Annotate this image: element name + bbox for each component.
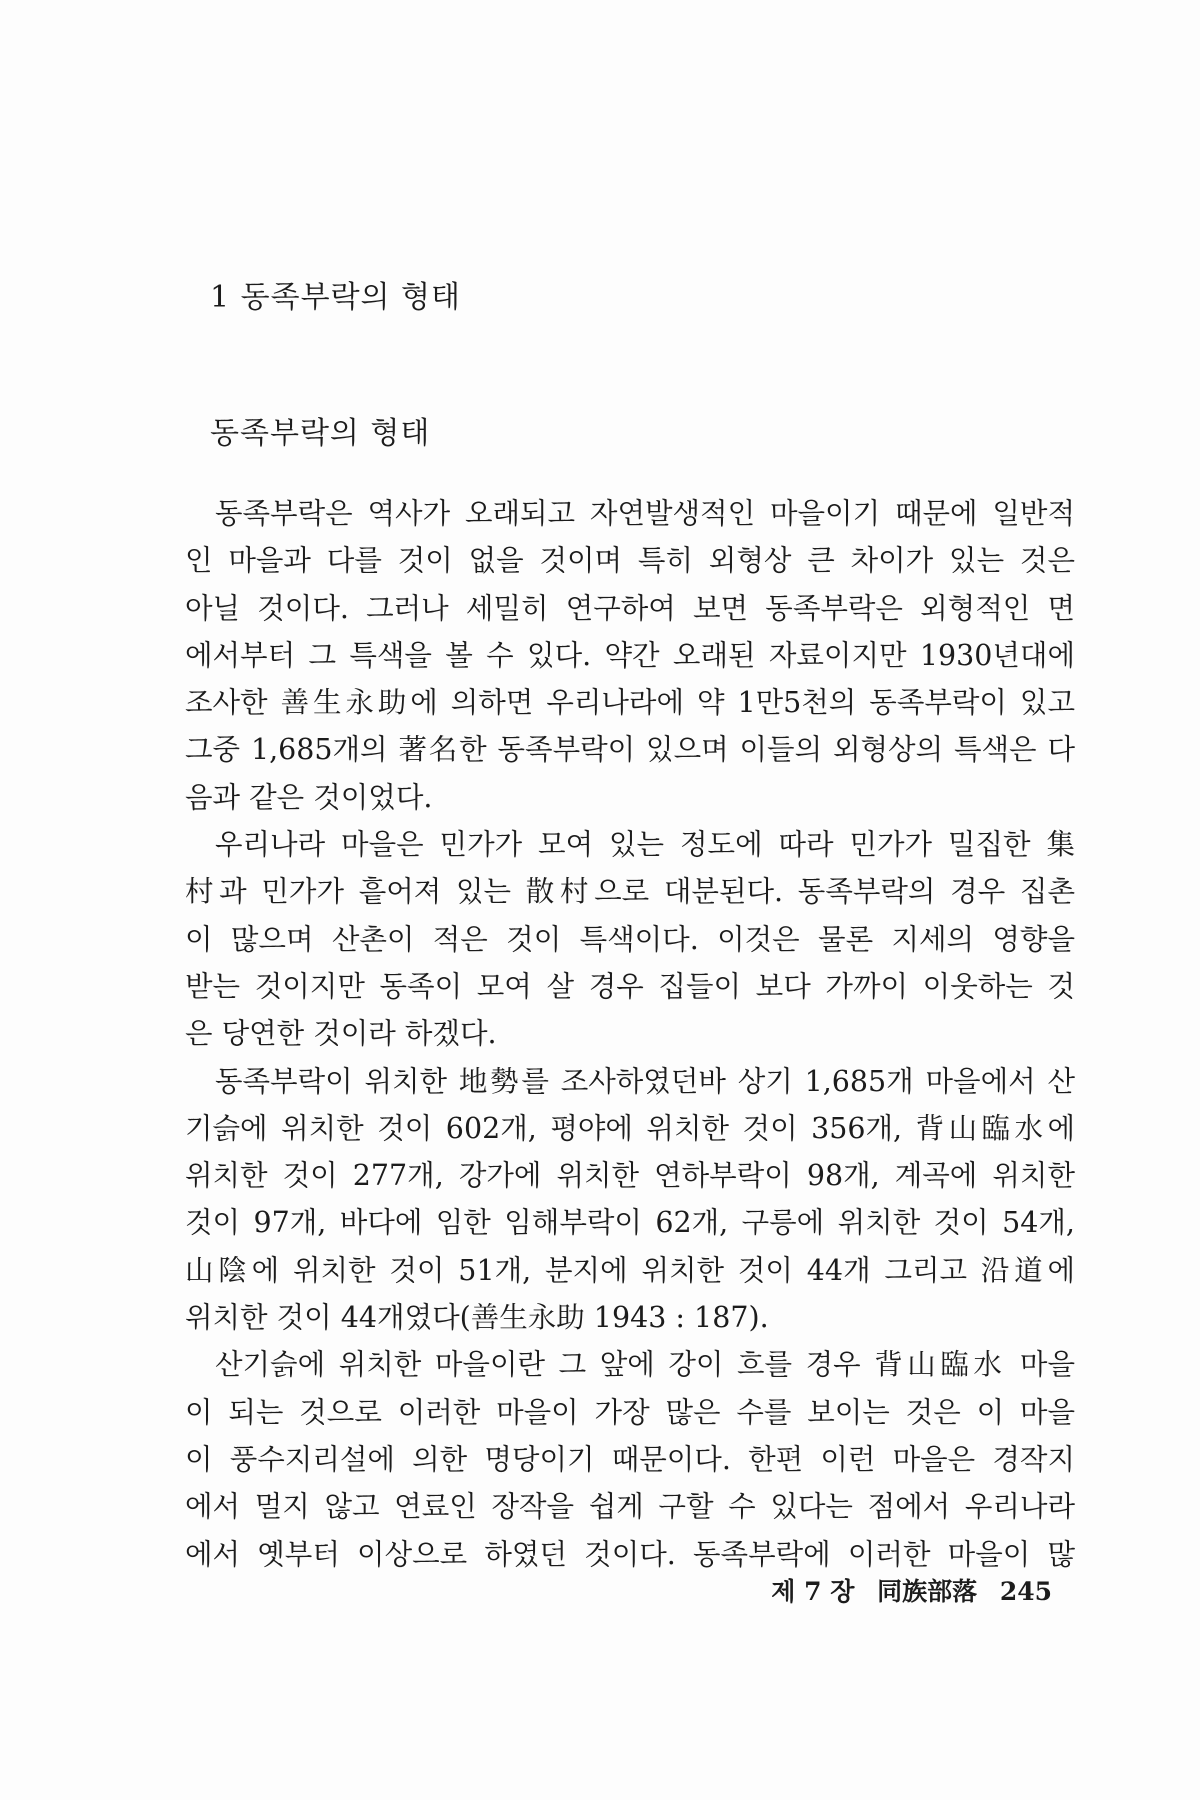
- text-line: 인 마을과 다를 것이 없을 것이며 특히 외형상 큰 차이가 있는 것은: [185, 544, 1075, 578]
- page-number: 245: [999, 1577, 1052, 1606]
- text-line: 우리나라 마을은 민가가 모여 있는 정도에 따라 민가가 밀집한 集: [215, 828, 1075, 862]
- paragraph: [185, 1341, 1075, 1577]
- text-line: 에서 멀지 않고 연료인 장작을 쉽게 구할 수 있다는 점에서 우리나라: [185, 1490, 1075, 1524]
- paragraph: [185, 1058, 1075, 1342]
- text-line: 에서부터 그 특색을 볼 수 있다. 약간 오래된 자료이지만 1930년대에: [185, 638, 1075, 672]
- paragraph: [185, 490, 1075, 821]
- subsection-heading: 동족부락의 형태: [210, 416, 431, 451]
- text-line: 산기슭에 위치한 마을이란 그 앞에 강이 흐를 경우 背山臨水 마을: [215, 1348, 1075, 1382]
- text-line: 그중 1,685개의 著名한 동족부락이 있으며 이들의 외형상의 특색은 다: [185, 733, 1075, 767]
- text-line: 조사한 善生永助에 의하면 우리나라에 약 1만5천의 동족부락이 있고: [185, 686, 1075, 720]
- section-heading: 1 동족부락의 형태: [210, 280, 462, 315]
- text-line: 기슭에 위치한 것이 602개, 평야에 위치한 것이 356개, 背山臨水에: [185, 1111, 1075, 1145]
- text-line: 이 많으며 산촌이 적은 것이 특색이다. 이것은 물론 지세의 영향을: [185, 922, 1075, 956]
- text-line: 동족부락이 위치한 地勢를 조사하였던바 상기 1,685개 마을에서 산: [215, 1064, 1075, 1098]
- body-text: [185, 490, 1075, 1578]
- text-line: 동족부락은 역사가 오래되고 자연발생적인 마을이기 때문에 일반적: [215, 497, 1075, 530]
- text-line: 음과 같은 것이었다.: [185, 780, 433, 814]
- text-line: 받는 것이지만 동족이 모여 살 경우 집들이 보다 가까이 이웃하는 것: [185, 969, 1075, 1003]
- text-line: 것이 97개, 바다에 임한 임해부락이 62개, 구릉에 위치한 것이 54개,: [185, 1206, 1075, 1240]
- text-line: 에서 옛부터 이상으로 하였던 것이다. 동족부락에 이러한 마을이 많: [185, 1537, 1075, 1571]
- text-line: 이 풍수지리설에 의한 명당이기 때문이다. 한편 이런 마을은 경작지: [185, 1442, 1075, 1476]
- text-line: 山陰에 위치한 것이 51개, 분지에 위치한 것이 44개 그리고 沿道에: [185, 1253, 1075, 1287]
- text-line: 이 되는 것으로 이러한 마을이 가장 많은 수를 보이는 것은 이 마을: [185, 1395, 1075, 1429]
- paragraph: [185, 821, 1075, 1057]
- running-footer: [771, 1572, 1052, 1608]
- text-line: 은 당연한 것이라 하겠다.: [185, 1017, 497, 1051]
- text-line: 위치한 것이 44개였다(善生永助 1943 : 187).: [185, 1301, 769, 1335]
- text-line: 아닐 것이다. 그러나 세밀히 연구하여 보면 동족부락은 외형적인 면: [185, 591, 1075, 625]
- chapter-number: 제 7 장: [771, 1577, 855, 1606]
- chapter-title: 同族部落: [877, 1577, 978, 1606]
- text-line: 위치한 것이 277개, 강가에 위치한 연하부락이 98개, 계곡에 위치한: [185, 1159, 1075, 1193]
- text-line: 村과 민가가 흩어져 있는 散村으로 대분된다. 동족부락의 경우 집촌: [185, 875, 1075, 909]
